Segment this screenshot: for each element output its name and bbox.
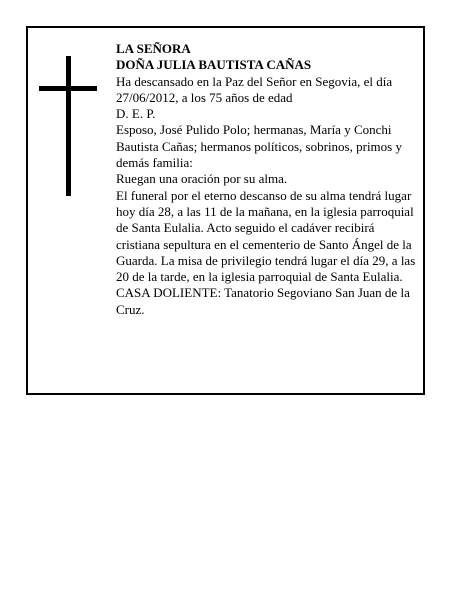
- deceased-name: DOÑA JULIA BAUTISTA CAÑAS: [116, 57, 312, 73]
- rip-abbreviation: D. E. P.: [116, 106, 156, 122]
- family-list: Esposo, José Pulido Polo; hermanas, María y Conchi Bautista Cañas; hermanos políticos, sobrinos, primos y demás familia:: [116, 122, 402, 171]
- cross-horizontal-bar: [39, 86, 97, 91]
- notice-heading-title: LA SEÑORA: [116, 41, 191, 56]
- funeral-details: El funeral por el eterno descanso de su alma tendrá lugar hoy día 28, a las 11 de la mañana, en la iglesia parroquial de Santa Eulalia. Acto seguido el cadáver recibirá cristiana sepultura en el cementerio de Santo Ángel de la Guarda. La misa de privilegio tendrá lugar el día 29, a las 20 de la tarde, en la iglesia parroquial de Santa Eulalia.: [116, 187, 416, 285]
- death-statement: Ha descansado en la Paz del Señor en Segovia, el día 27/06/2012, a los 75 años de edad: [116, 73, 393, 105]
- prayer-request: Ruegan una oración por su alma.: [116, 171, 288, 187]
- notice-text-block: [116, 41, 420, 318]
- obituary-notice: [26, 26, 425, 395]
- mourning-house: CASA DOLIENTE: Tanatorio Segoviano San Juan de la Cruz.: [116, 285, 410, 317]
- cross-vertical-bar: [66, 56, 71, 196]
